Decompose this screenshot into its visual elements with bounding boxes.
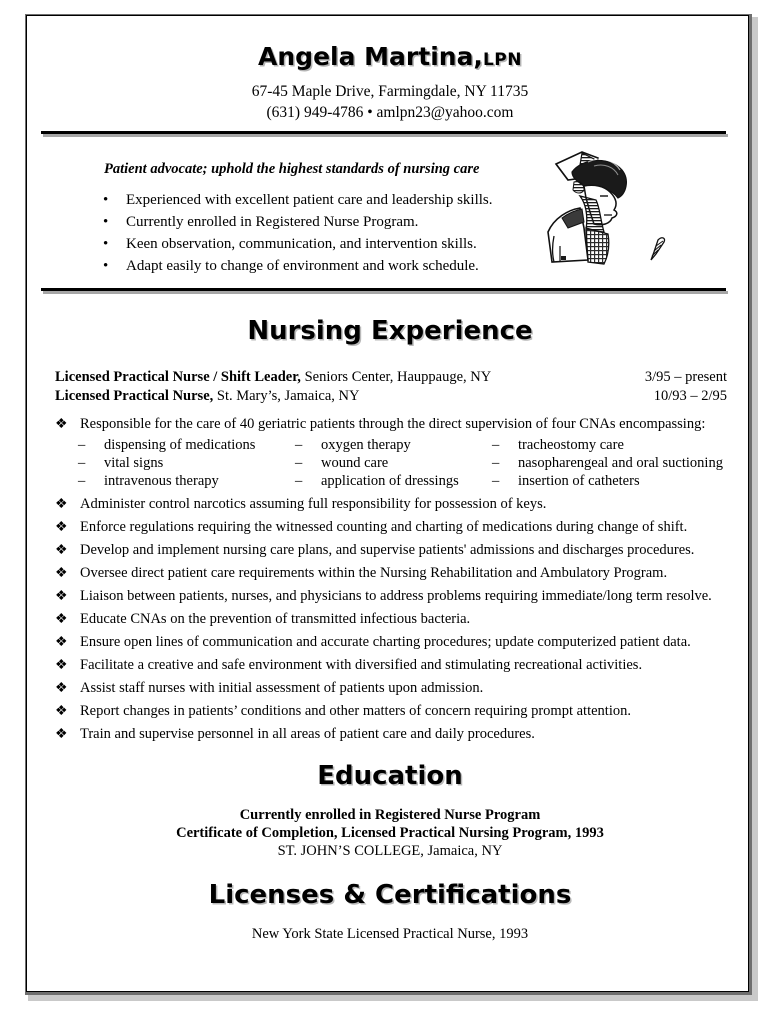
sublist-item (492, 472, 640, 490)
education-line-1: Currently enrolled in Registered Nurse Program (239, 807, 541, 823)
sublist-item (295, 436, 411, 454)
job-dates: 10/93 – 2/95 (653, 388, 727, 404)
bullet-dot-icon: • (103, 214, 109, 230)
job-entry (55, 387, 727, 406)
sublist-item-label: wound care (321, 455, 389, 471)
list-item (100, 234, 520, 256)
duty-bullet (55, 679, 730, 698)
job-employer: Seniors Center, Hauppauge, NY (300, 369, 492, 385)
diamond-bullet-icon: ❖ (55, 497, 68, 512)
list-item-label: Experienced with excellent patient care and leadership skills. (126, 192, 493, 208)
duty-bullet (55, 702, 730, 721)
bullet-dot-icon: • (103, 192, 109, 208)
list-item-label: Adapt easily to change of environment and work schedule. (126, 258, 479, 274)
sublist-item-label: nasopharengeal and oral suctioning (518, 455, 723, 471)
duty-bullet (55, 656, 730, 675)
section-heading-licenses: Licenses & Certifications (208, 880, 572, 910)
duty-bullet-label: Enforce regulations requiring the witnessed counting and charting of medications during change of shift. (80, 519, 688, 535)
summary-bullet-list (100, 190, 520, 278)
dash-icon: – (492, 455, 500, 471)
divider-top (41, 131, 726, 134)
duty-bullet-label: Administer control narcotics assuming full responsibility for possession of keys. (80, 496, 547, 512)
diamond-bullet-icon: ❖ (55, 417, 68, 432)
contact-address: 67-45 Maple Drive, Farmingdale, NY 11735 (251, 83, 529, 100)
diamond-bullet-icon: ❖ (55, 566, 68, 581)
duty-bullet-label: Oversee direct patient care requirements within the Nursing Rehabilitation and Ambulatory Program. (80, 565, 668, 581)
duty-bullet-label: Assist staff nurses with initial assessment of patients upon admission. (80, 680, 484, 696)
sublist-item (295, 472, 459, 490)
duty-bullet (55, 564, 730, 583)
list-item-label: Currently enrolled in Registered Nurse Program. (126, 214, 419, 230)
diamond-bullet-icon: ❖ (55, 681, 68, 696)
duty-bullet-label: Develop and implement nursing care plans, and supervise patients' admissions and discharges procedures. (80, 542, 695, 558)
dash-icon: – (295, 455, 303, 471)
dash-icon: – (78, 437, 86, 453)
bullet-dot-icon: • (103, 258, 109, 274)
sublist-item-label: oxygen therapy (321, 437, 411, 453)
job-title: Licensed Practical Nurse, (55, 388, 214, 404)
candidate-credential: LPN (482, 50, 522, 70)
table-row (78, 472, 738, 490)
education-line-2: Certificate of Completion, Licensed Practical Nursing Program, 1993 (176, 825, 604, 841)
sublist-item (78, 472, 219, 490)
duty-bullet-label: Ensure open lines of communication and accurate charting procedures; update computerized patient data. (80, 634, 691, 650)
page-title (0, 44, 780, 69)
dash-icon: – (295, 473, 303, 489)
job-title: Licensed Practical Nurse / Shift Leader, (55, 369, 301, 385)
diamond-bullet-icon: ❖ (55, 704, 68, 719)
list-item (100, 256, 520, 278)
duty-bullet-label: Liaison between patients, nurses, and physicians to address problems requiring immediate/long term resolve. (80, 588, 712, 604)
job-entry (55, 368, 727, 387)
diamond-bullet-icon: ❖ (55, 727, 68, 742)
sublist-item (295, 454, 388, 472)
duty-bullet-label: Train and supervise personnel in all areas of patient care and daily procedures. (80, 726, 535, 742)
duty-bullet (55, 518, 730, 537)
job-employer: St. Mary’s, Jamaica, NY (213, 388, 360, 404)
list-item-label: Keen observation, communication, and intervention skills. (126, 236, 477, 252)
diamond-bullet-icon: ❖ (55, 635, 68, 650)
dash-icon: – (295, 437, 303, 453)
section-heading-experience: Nursing Experience (247, 316, 533, 346)
table-row (78, 436, 738, 454)
sublist-item-label: insertion of catheters (518, 473, 640, 489)
duty-bullet-label: Report changes in patients’ conditions and other matters of concern requiring prompt attention. (80, 703, 631, 719)
sublist-item (78, 454, 163, 472)
section-heading-education: Education (317, 761, 463, 791)
nurse-illustration-icon (538, 142, 688, 282)
sublist-item-label: dispensing of medications (104, 437, 256, 453)
sublist-item-label: vital signs (104, 455, 164, 471)
diamond-bullet-icon: ❖ (55, 589, 68, 604)
sublist-item-label: application of dressings (321, 473, 459, 489)
duty-bullet (55, 610, 730, 629)
diamond-bullet-icon: ❖ (55, 612, 68, 627)
duty-bullet-label: Facilitate a creative and safe environment with diversified and stimulating recreational activities. (80, 657, 643, 673)
dash-icon: – (492, 473, 500, 489)
contact-phone-email: (631) 949-4786 • amlpn23@yahoo.com (266, 104, 514, 121)
diamond-bullet-icon: ❖ (55, 543, 68, 558)
dash-icon: – (78, 473, 86, 489)
duty-bullet (55, 587, 730, 606)
list-item (100, 190, 520, 212)
diamond-bullet-icon: ❖ (55, 520, 68, 535)
summary-tagline: Patient advocate; uphold the highest standards of nursing care (104, 161, 480, 177)
divider-bottom (41, 288, 726, 291)
education-line-3: ST. JOHN’S COLLEGE, Jamaica, NY (277, 843, 503, 859)
license-line-1: New York State Licensed Practical Nurse, 1993 (251, 926, 529, 942)
sublist-item (492, 436, 624, 454)
list-item (100, 212, 520, 234)
dash-icon: – (492, 437, 500, 453)
duty-bullet (55, 633, 730, 652)
candidate-name: Angela Martina, (258, 42, 483, 71)
duty-sublist-grid (78, 436, 738, 490)
duty-bullet-label: Educate CNAs on the prevention of transmitted infectious bacteria. (80, 611, 471, 627)
duty-bullet (55, 415, 730, 434)
duty-bullet-label: Responsible for the care of 40 geriatric patients through the direct supervision of four CNAs encompassing: (80, 416, 706, 432)
sublist-item-label: intravenous therapy (104, 473, 219, 489)
sublist-item-label: tracheostomy care (518, 437, 624, 453)
diamond-bullet-icon: ❖ (55, 658, 68, 673)
duty-bullet (55, 541, 730, 560)
duty-bullet (55, 725, 730, 744)
duty-bullet (55, 495, 730, 514)
job-dates: 3/95 – present (644, 369, 727, 385)
table-row (78, 454, 738, 472)
bullet-dot-icon: • (103, 236, 109, 252)
sublist-item (492, 454, 723, 472)
dash-icon: – (78, 455, 86, 471)
sublist-item (78, 436, 255, 454)
